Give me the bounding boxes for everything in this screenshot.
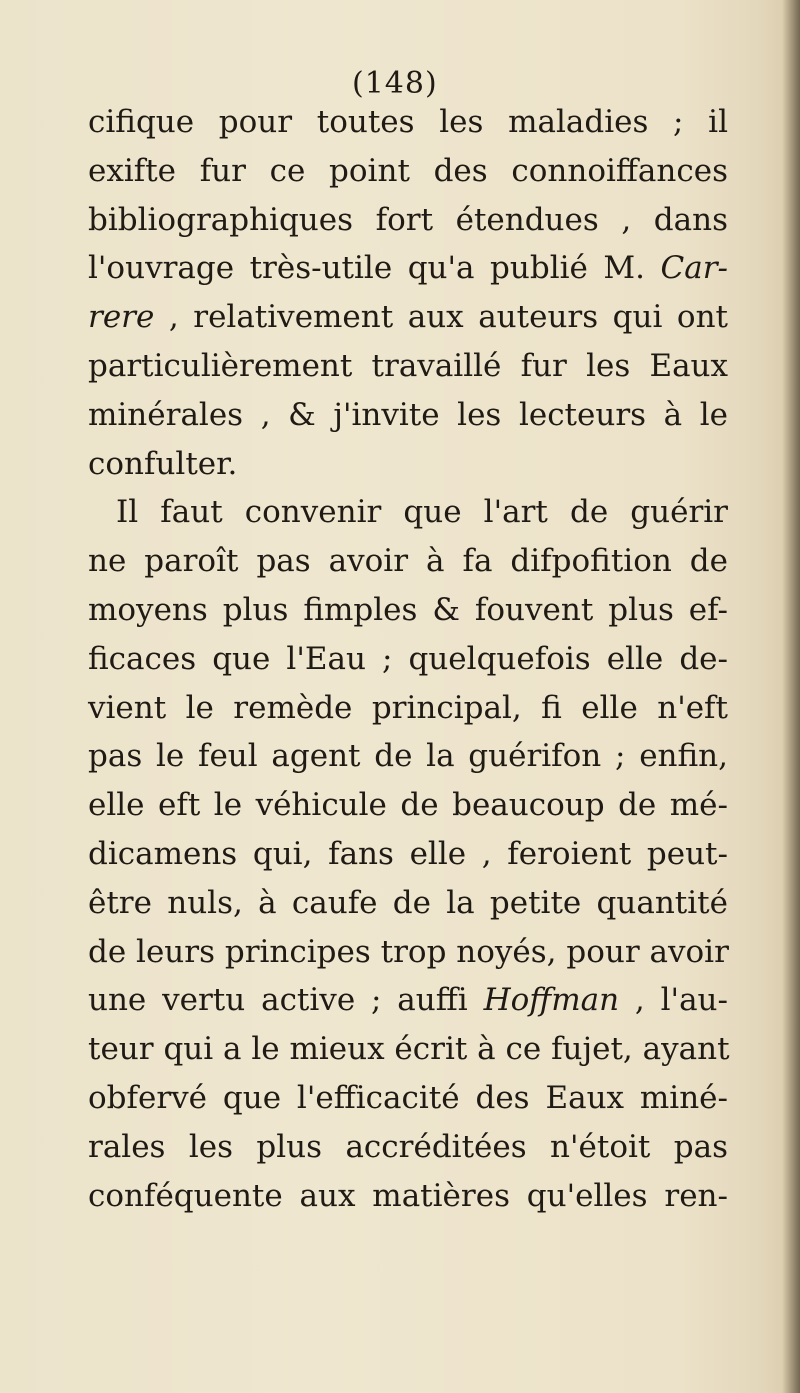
- page-edge-shadow: [782, 0, 800, 1393]
- text-body: [88, 98, 728, 1220]
- text-line: moyens plus fimples & fouvent plus ef-: [88, 591, 728, 628]
- text-line: l'ouvrage très-utile qu'a publié M. Car-: [88, 250, 728, 287]
- text-line: exifte fur ce point des connoiffances: [88, 152, 728, 189]
- text-line: rere , relativement aux auteurs qui ont: [88, 299, 728, 336]
- text-line: particulièrement travaillé fur les Eaux: [88, 347, 728, 384]
- text-line: obfervé que l'efficacité des Eaux miné-: [88, 1079, 728, 1116]
- text-line: vient le remède principal, fi elle n'eft: [88, 689, 728, 726]
- page-number: (148): [352, 66, 438, 101]
- text-line: elle eft le véhicule de beaucoup de mé-: [88, 787, 728, 824]
- text-line: dicamens qui, fans elle , feroient peut-: [88, 835, 728, 872]
- italic-name: rere: [88, 299, 155, 336]
- text-line: bibliographiques fort étendues , dans: [88, 201, 728, 238]
- paragraph-start-line: Il faut convenir que l'art de guérir: [116, 494, 728, 531]
- text-line: de leurs principes trop noyés, pour avoir: [88, 933, 729, 970]
- text-line: être nuls, à caufe de la petite quantité: [88, 884, 728, 921]
- text-line: rales les plus accréditées n'étoit pas: [88, 1128, 728, 1165]
- italic-name: Hoffman: [483, 982, 620, 1019]
- text-line: teur qui a le mieux écrit à ce fujet, ayant: [88, 1031, 730, 1068]
- text-line: conféquente aux matières qu'elles ren-: [88, 1177, 728, 1214]
- text-line: une vertu active ; auffi Hoffman , l'au-: [88, 982, 728, 1019]
- text-line: pas le feul agent de la guérifon ; enfin,: [88, 738, 728, 775]
- italic-name: Car-: [660, 250, 728, 287]
- text-line: confulter.: [88, 445, 238, 482]
- text-line: cifique pour toutes les maladies ; il: [88, 104, 728, 140]
- text-line: ne paroît pas avoir à fa difpofition de: [88, 543, 728, 580]
- text-line: ficaces que l'Eau ; quelquefois elle de-: [88, 640, 728, 677]
- text-line: minérales , & j'invite les lecteurs à le: [88, 396, 728, 433]
